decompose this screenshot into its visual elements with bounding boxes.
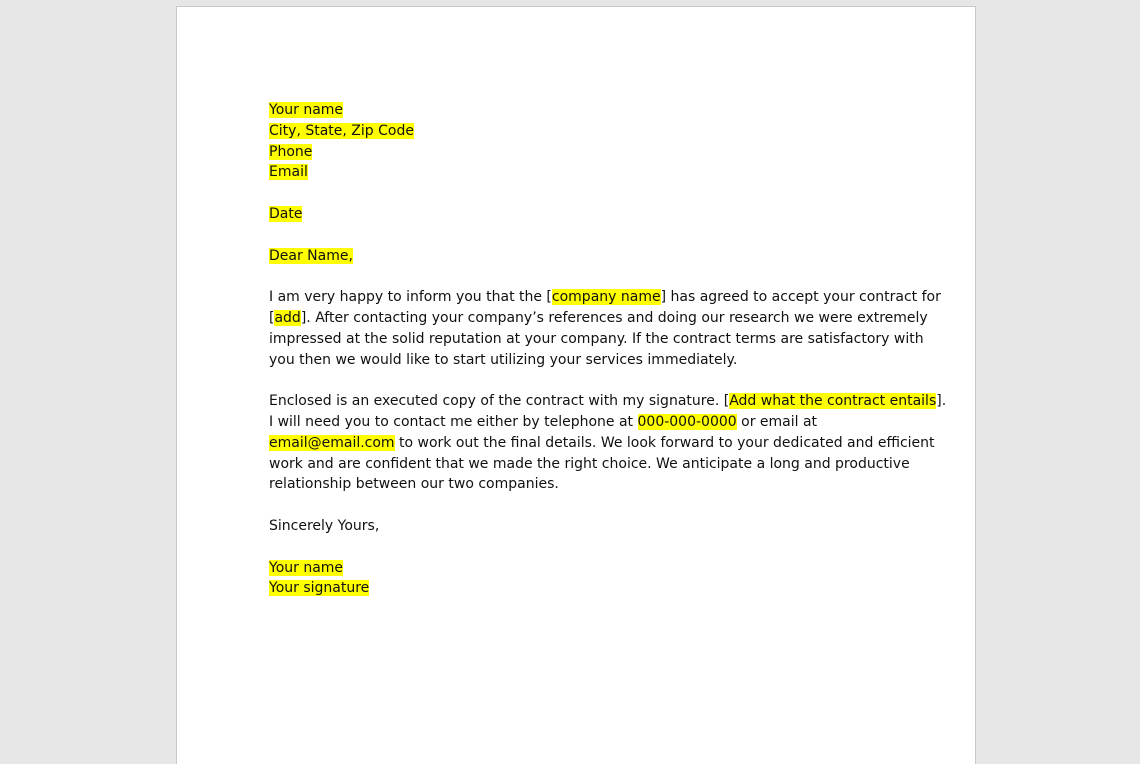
date-line [269, 204, 889, 225]
paragraph1-line4: you then we would like to start utilizing your services immediately. [269, 351, 738, 368]
sender-name-line [269, 100, 889, 121]
paragraph1-text: I am very happy to inform you that the [ [269, 289, 552, 306]
sender-address-placeholder: City, State, Zip Code [269, 122, 414, 139]
blank-line [269, 537, 889, 558]
phone-number-placeholder: 000-000-0000 [637, 413, 737, 430]
sender-name-placeholder: Your name [269, 102, 344, 118]
salutation-line [269, 246, 889, 267]
closing-line: Sincerely Yours, [269, 517, 380, 534]
signature-placeholder: Your signature [269, 580, 370, 597]
paragraph1-line3: impressed at the solid reputation at your company. If the contract terms are satisfactory with [269, 330, 924, 347]
date-placeholder: Date [269, 205, 303, 222]
paragraph1-text: ] has agreed to accept your contract for [660, 289, 941, 306]
email-address-placeholder: email@email.com [269, 434, 395, 451]
sender-phone-placeholder: Phone [269, 143, 313, 160]
paragraph2-line4: work and are confident that we made the right choice. We anticipate a long and productive [269, 455, 910, 472]
paragraph1-line2 [269, 308, 928, 329]
sender-email-line [269, 162, 889, 183]
blank-line [269, 225, 889, 246]
contract-entails-placeholder: Add what the contract entails [729, 393, 937, 410]
paragraph1-text: ]. After contacting your company’s references and doing our research we were extremely [300, 309, 928, 326]
salutation-placeholder: Dear Name, [269, 247, 353, 264]
letter-body[interactable] [269, 100, 947, 599]
company-name-placeholder: company name [551, 289, 661, 306]
paragraph2-line5: relationship between our two companies. [269, 476, 559, 493]
blank-line [269, 183, 889, 204]
blank-line [269, 370, 889, 391]
paragraph2-line2 [269, 412, 889, 433]
paragraph2-line3 [269, 433, 935, 454]
signoff-name-placeholder: Your name [269, 559, 344, 576]
paragraph2-line1 [269, 391, 947, 412]
add-placeholder: add [274, 309, 301, 326]
paragraph1-line1 [269, 287, 941, 308]
signature-line [269, 578, 889, 599]
signoff-name-line [269, 558, 889, 579]
paragraph1-text: [ [269, 309, 275, 326]
sender-email-placeholder: Email [269, 164, 308, 181]
paragraph2-text: Enclosed is an executed copy of the contract with my signature. [ [269, 393, 730, 410]
blank-line [269, 495, 889, 516]
paragraph2-text: to work out the final details. We look forward to your dedicated and efficient [394, 434, 935, 451]
paragraph2-text: ]. [936, 393, 947, 410]
blank-line [269, 266, 889, 287]
paragraph2-text: or email at [736, 413, 818, 430]
sender-address-line [269, 121, 889, 142]
sender-phone-line [269, 142, 889, 163]
paragraph2-text: I will need you to contact me either by telephone at [269, 413, 638, 430]
